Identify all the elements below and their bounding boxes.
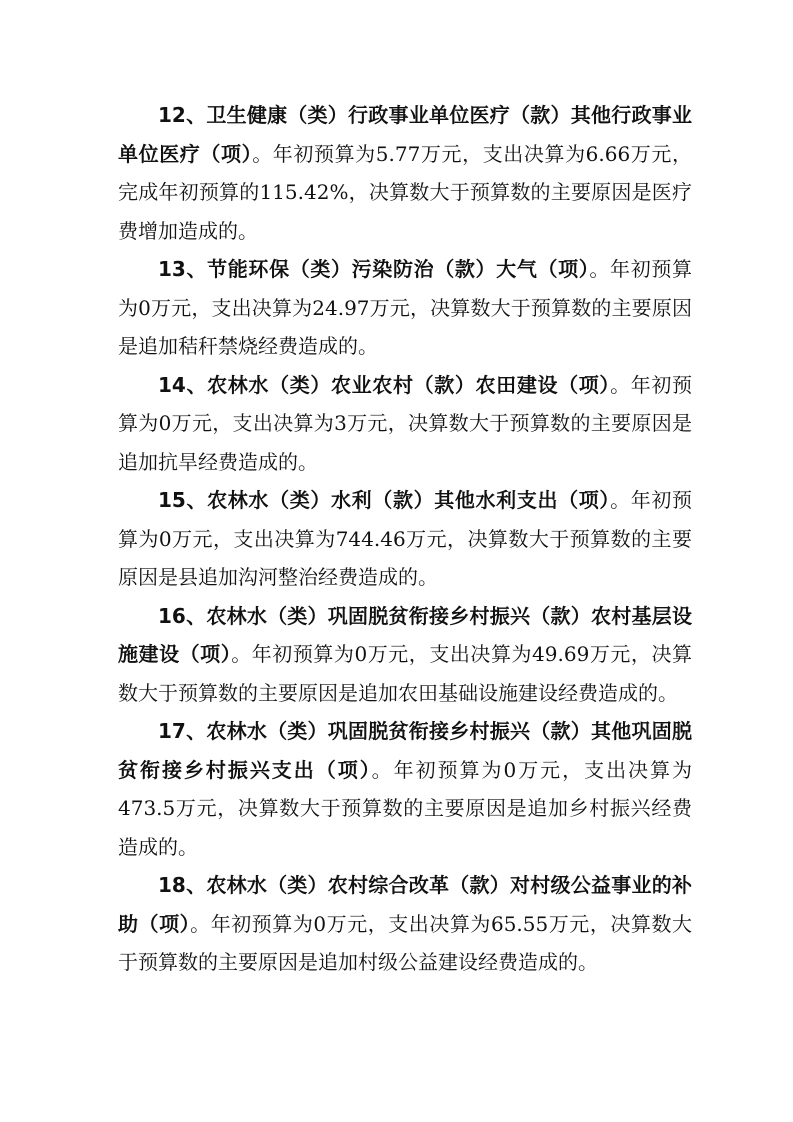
paragraph-body: 。年初预算为0万元，支出决算为24.97万元，决算数大于预算数的主要原因是追加秸秆禁烧经费造成的。 (118, 257, 692, 358)
paragraph-body: 。年初预算为0万元，支出决算为65.55万元，决算数大于预算数的主要原因是追加村级公益建设经费造成的。 (118, 911, 692, 974)
paragraph-heading: 12、卫生健康（类）行政事业单位医疗（款）其他行政事业单位医疗（项） (118, 103, 692, 166)
paragraph-item-12 (118, 96, 692, 250)
paragraph-item-17 (118, 712, 692, 866)
paragraph-item-18 (118, 866, 692, 982)
paragraph-item-16 (118, 597, 692, 713)
paragraph-body: 。年初预算为0万元，支出决算为49.69万元，决算数大于预算数的主要原因是追加农田基础设施建设经费造成的。 (118, 642, 692, 705)
paragraph-body: 。年初预算为0万元，支出决算为744.46万元，决算数大于预算数的主要原因是县追加沟河整治经费造成的。 (118, 488, 693, 589)
paragraph-heading: 13、节能环保（类）污染防治（款）大气（项） (158, 257, 590, 281)
paragraph-heading: 14、农林水（类）农业农村（款）农田建设（项） (158, 372, 611, 397)
paragraph-heading: 18、农林水（类）农村综合改革（款）对村级公益事业的补助（项） (118, 873, 692, 936)
paragraph-body: 。年初预算为0万元，支出决算为3万元，决算数大于预算数的主要原因是追加抗旱经费造成的。 (118, 372, 693, 474)
paragraph-heading: 16、农林水（类）巩固脱贫衔接乡村振兴（款）农村基层设施建设（项） (118, 603, 692, 666)
paragraph-item-14 (118, 366, 692, 482)
document-page (118, 96, 692, 982)
paragraph-heading: 17、农林水（类）巩固脱贫衔接乡村振兴（款）其他巩固脱贫衔接乡村振兴支出（项） (118, 719, 692, 782)
paragraph-heading: 15、农林水（类）水利（款）其他水利支出（项） (158, 488, 611, 512)
paragraph-body: 。年初预算为5.77万元，支出决算为6.66万元，完成年初预算的115.42%，决算数大于预算数的主要原因是医疗费增加造成的。 (118, 141, 693, 243)
paragraph-item-13 (118, 250, 692, 366)
paragraph-body: 。年初预算为0万元，支出决算为473.5万元，决算数大于预算数的主要原因是追加乡村振兴经费造成的。 (118, 757, 693, 859)
paragraph-item-15 (118, 481, 692, 597)
